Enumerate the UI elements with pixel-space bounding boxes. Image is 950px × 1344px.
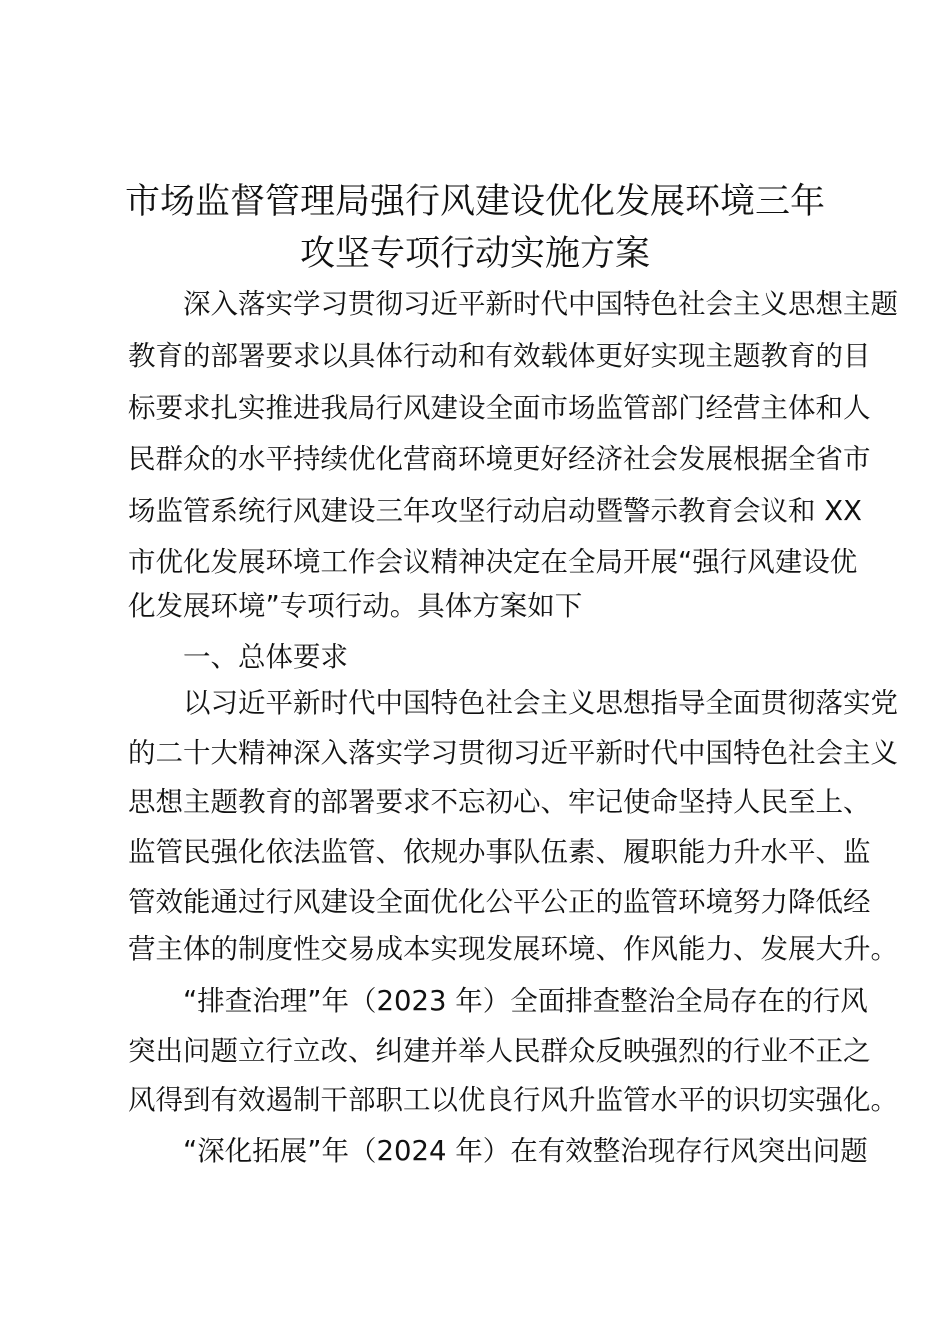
document-title-line-1: 市场监督管理局强行风建设优化发展环境三年: [124, 182, 825, 222]
paragraph-line: 监管民强化依法监管、依规办事队伍素、履职能力升水平、监: [128, 836, 871, 868]
paragraph-line: “深化拓展”年（2024 年）在有效整治现存行风突出问题: [183, 1135, 868, 1167]
paragraph-line: 风得到有效遏制干部职工以优良行风升监管水平的识切实强化。: [128, 1084, 898, 1116]
paragraph-line: 思想主题教育的部署要求不忘初心、牢记使命坚持人民至上、: [128, 786, 871, 818]
paragraph-line: 突出问题立行立改、纠建并举人民群众反映强烈的行业不正之: [128, 1035, 871, 1067]
paragraph-line: 标要求扎实推进我局行风建设全面市场监管部门经营主体和人: [128, 392, 871, 424]
paragraph-line: 深入落实学习贯彻习近平新时代中国特色社会主义思想主题: [183, 288, 898, 320]
paragraph-line: 民群众的水平持续优化营商环境更好经济社会发展根据全省市: [128, 443, 871, 475]
paragraph-line: “排查治理”年（2023 年）全面排查整治全局存在的行风: [183, 985, 868, 1017]
section-heading: 一、总体要求: [183, 641, 348, 673]
paragraph-line: 的二十大精神深入落实学习贯彻习近平新时代中国特色社会主义: [128, 737, 898, 769]
paragraph-line: 化发展环境”专项行动。具体方案如下: [128, 590, 583, 622]
paragraph-line: 场监管系统行风建设三年攻坚行动启动暨警示教育会议和 XX: [128, 495, 862, 527]
paragraph-line: 管效能通过行风建设全面优化公平公正的监管环境努力降低经: [128, 886, 871, 918]
paragraph-line: 教育的部署要求以具体行动和有效载体更好实现主题教育的目: [128, 340, 871, 372]
paragraph-line: 营主体的制度性交易成本实现发展环境、作风能力、发展大升。: [128, 933, 898, 965]
document-title-line-2: 攻坚专项行动实施方案: [299, 234, 650, 274]
paragraph-line: 市优化发展环境工作会议精神决定在全局开展“强行风建设优: [128, 546, 858, 578]
paragraph-line: 以习近平新时代中国特色社会主义思想指导全面贯彻落实党: [183, 687, 898, 719]
